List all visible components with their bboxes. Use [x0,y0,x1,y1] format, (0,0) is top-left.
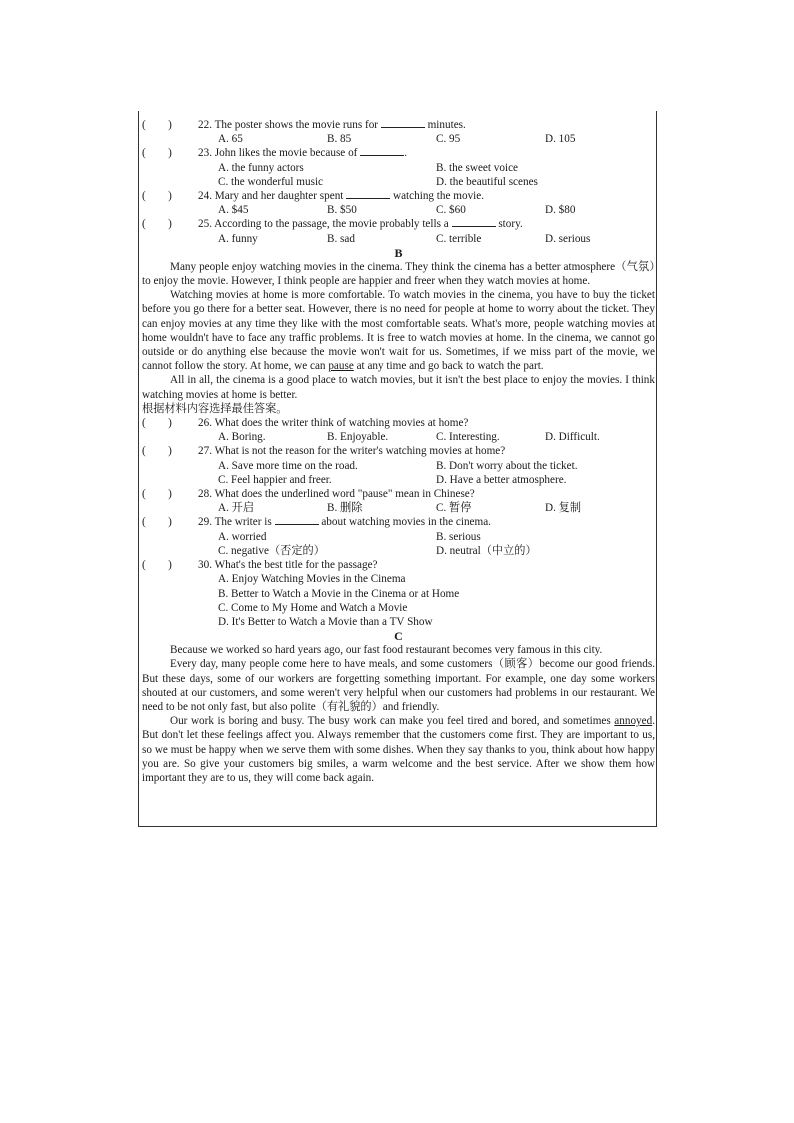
option-d: D. Have a better atmosphere. [436,473,567,486]
question-stem: 25. According to the passage, the movie probably tells a [198,218,449,231]
option-b: B. Better to Watch a Movie in the Cinema or at Home [218,587,460,600]
option-b: B. $50 [327,204,357,217]
question-stem-end: watching the movie. [393,190,485,203]
question-stem-end: story. [498,218,523,231]
question-stem: 22. The poster shows the movie runs for [198,119,379,131]
question-22 [142,118,655,132]
question-23 [142,146,655,160]
option-a: A. 开启 [218,502,255,515]
answer-blank[interactable]: ( ) [142,119,172,131]
question-28 [142,487,655,501]
answer-blank[interactable]: ( ) [142,417,172,430]
paragraph-text-end: at any time and go back to watch the part. [356,360,544,373]
option-b: B. Enjoyable. [327,431,389,444]
answer-blank[interactable]: ( ) [142,559,172,572]
question-stem-end: about watching movies in the cinema. [321,516,491,529]
section-c-title: C [394,629,403,644]
option-d: D. serious [545,232,591,245]
question-25 [142,217,655,231]
question-text [198,189,655,203]
option-d: D. $80 [545,204,576,217]
question-text [198,146,655,160]
section-c-paragraph-3 [142,714,655,785]
option-d: D. It's Better to Watch a Movie than a TV Show [218,615,433,628]
option-a: A. worried [218,530,267,543]
question-text [198,515,655,529]
options-23-row2 [142,175,655,189]
fill-blank [346,189,390,199]
option-b: B. the sweet voice [436,161,519,174]
paragraph-text-end: . But don't let these feelings affect you. Always remember that the customers come first. They are important to us, so we must be happy when we serve them with some dishes. When they say thanks to you, think about how happy you are. So give your customers big smiles, a warm welcome and the best service. After we show them how important they are to us, they will come back again. [142,715,655,784]
fill-blank [275,515,319,525]
options-22 [142,132,655,146]
fill-blank [360,146,404,156]
options-27-row1 [142,459,655,473]
option-d: D. 105 [545,133,576,146]
answer-blank[interactable]: ( ) [142,488,172,501]
answer-blank[interactable]: ( ) [142,445,172,458]
option-c: C. terrible [436,232,482,245]
option-b: B. sad [327,232,355,245]
option-a: A. $45 [218,204,249,217]
options-29-row2 [142,544,655,558]
question-text: 28. What does the underlined word "pause" mean in Chinese? [198,488,475,501]
question-30 [142,558,655,572]
option-b: B. 删除 [327,502,363,515]
option-c: C. Interesting. [436,431,500,444]
answer-blank[interactable]: ( ) [142,516,172,529]
underlined-word: annoyed [614,715,653,728]
answer-blank[interactable]: ( ) [142,147,172,160]
option-c: C. Come to My Home and Watch a Movie [218,601,408,614]
option-b: B. serious [436,530,481,543]
options-24 [142,203,655,217]
option-a: A. 65 [218,133,243,146]
answer-blank[interactable]: ( ) [142,218,172,231]
question-stem: 24. Mary and her daughter spent [198,190,344,203]
paragraph-text: Our work is boring and busy. The busy work can make you feel tired and bored, and sometimes [170,715,611,728]
options-26 [142,430,655,444]
section-b-instruction: 根据材料内容选择最佳答案。 [142,402,288,415]
option-b: B. 85 [327,133,352,146]
question-24 [142,189,655,203]
paragraph-text: Watching movies at home is more comfortable. To watch movies in the cinema, you have to buy the ticket before you go there for a better seat. However, there is no need for people at home to worry about the ticket. They can enjoy movies at any time they like with the most comfortable seats. What's more, people watching movies at home wouldn't have to face any traffic problems. It is free to watch movies at home. In the cinema, we cannot go outside or do anything else because the movie won't wait for us. Sometimes, if we miss part of the movie, we cannot follow the story. At home, we can [142,289,655,373]
options-29-row1 [142,530,655,544]
underlined-word: pause [328,360,354,373]
section-b-paragraph-2 [142,288,655,373]
options-25 [142,232,655,246]
question-stem-end: minutes. [427,119,466,131]
option-a: A. funny [218,232,258,245]
option-d: D. neutral（中立的） [436,544,537,557]
question-text [198,217,655,231]
exam-page [142,118,655,785]
question-stem: 23. John likes the movie because of [198,147,358,160]
question-27 [142,444,655,458]
question-stem-end: . [404,147,407,160]
fill-blank [381,118,425,128]
options-27-row2 [142,473,655,487]
option-c: C. the wonderful music [218,175,324,188]
section-c-paragraph-2: Every day, many people come here to have meals, and some customers（顾客）become our good friends. But these days, some of our workers are forgetting something important. For example, one day some workers shouted at our customers, and some weren't very helpful when our customers had problems in our restaurant. We need to be not only fast, but also polite（有礼貌的）and friendly. [142,658,655,713]
answer-blank[interactable]: ( ) [142,190,172,203]
option-d: D. Difficult. [545,431,600,444]
option-c: C. negative（否定的） [218,544,325,557]
options-28 [142,501,655,515]
option-c: C. 暂停 [436,502,472,515]
option-c: C. $60 [436,204,466,217]
question-text [198,118,655,132]
question-stem: 29. The writer is [198,516,272,529]
section-b-title: B [394,245,403,260]
option-c: C. 95 [436,133,461,146]
option-a: A. Enjoy Watching Movies in the Cinema [218,573,406,586]
question-text: 30. What's the best title for the passage? [198,559,378,572]
question-26 [142,416,655,430]
option-a: A. Boring. [218,431,266,444]
option-d: D. the beautiful scenes [436,175,538,188]
section-b-paragraph-3: All in all, the cinema is a good place to watch movies, but it isn't the best place to enjoy the movies. I think watching movies at home is better. [142,374,655,401]
option-b: B. Don't worry about the ticket. [436,459,578,472]
option-a: A. Save more time on the road. [218,459,358,472]
question-text: 26. What does the writer think of watching movies at home? [198,417,469,430]
options-23-row1 [142,161,655,175]
option-a: A. the funny actors [218,161,304,174]
option-c: C. Feel happier and freer. [218,473,332,486]
section-c-paragraph-1: Because we worked so hard years ago, our fast food restaurant becomes very famous in this city. [170,644,603,657]
question-text: 27. What is not the reason for the writer's watching movies at home? [198,445,506,458]
section-b-paragraph-1: Many people enjoy watching movies in the cinema. They think the cinema has a better atmosphere（气氛）to enjoy the movie. However, I think people are happier and freer when they watch movies at home. [142,260,655,288]
option-d: D. 复制 [545,502,582,515]
question-29 [142,515,655,529]
fill-blank [452,217,496,227]
